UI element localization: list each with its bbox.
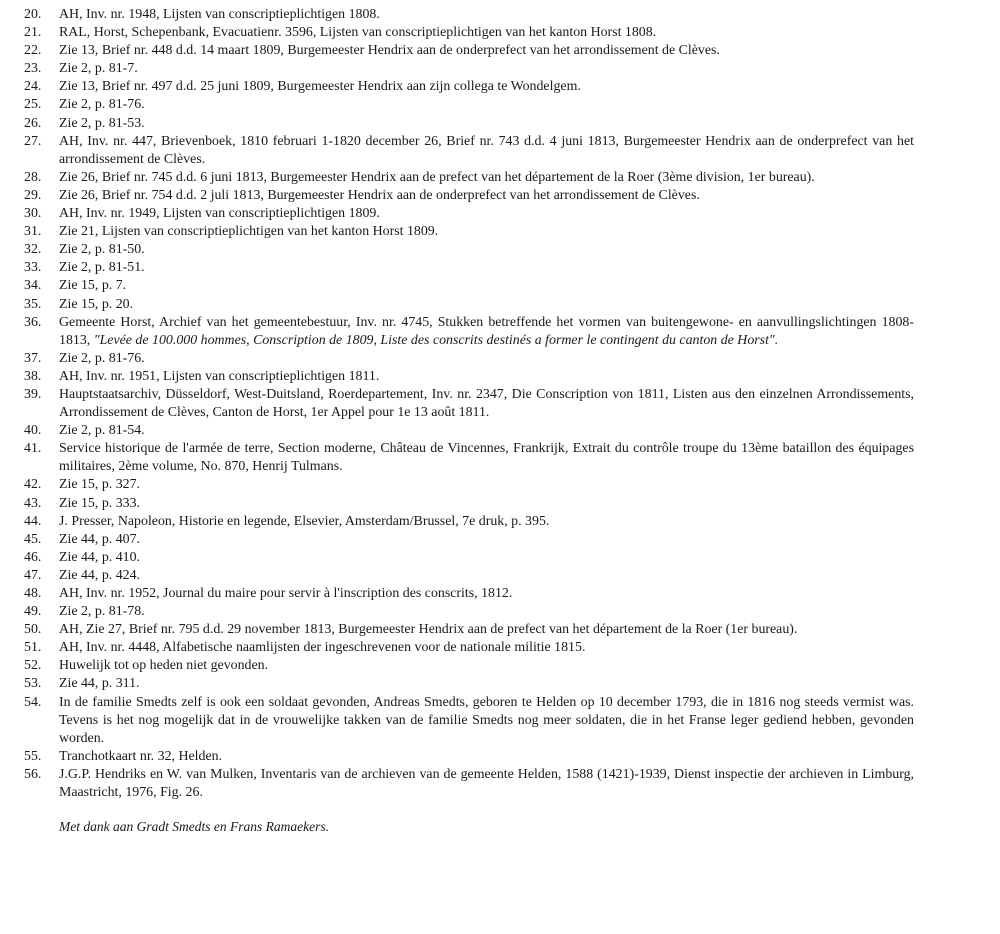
footnote-item: [24, 476, 914, 494]
footnote-text: [59, 748, 914, 766]
footnote-number: 43.: [24, 495, 42, 511]
footnote-text-main: AH, Inv. nr. 1952, Journal du maire pour servir à l'inscription des conscrits, 1812.: [59, 586, 513, 601]
footnote-number: 55.: [24, 748, 42, 764]
footnote-text: [59, 567, 914, 585]
footnote-number: 30.: [24, 206, 42, 222]
footnote-text-main: RAL, Horst, Schepenbank, Evacuatienr. 3596, Lijsten van conscriptieplichtigen van het kanton Horst 1808.: [59, 25, 657, 41]
footnote-number: 34.: [24, 278, 42, 294]
footnote-text-main: AH, Zie 27, Brief nr. 795 d.d. 29 november 1813, Burgemeester Hendrix aan de prefect van het département de la Roer (1er bureau).: [59, 622, 798, 638]
footnote-text: [59, 766, 914, 802]
footnote-text: [59, 314, 914, 350]
footnote-item: [24, 657, 914, 675]
footnote-text: [59, 187, 914, 205]
footnote-text: [59, 78, 914, 96]
footnote-item: [24, 259, 914, 277]
footnote-number: 26.: [24, 115, 42, 131]
footnote-number: 24.: [24, 79, 42, 95]
footnote-text-main: Zie 13, Brief nr. 448 d.d. 14 maart 1809, Burgemeester Hendrix aan de onderprefect van het arrondissement de Clèves.: [59, 43, 720, 59]
footnote-text: [59, 476, 914, 494]
footnote-text-main: J. Presser, Napoleon, Historie en legende, Elsevier, Amsterdam/Brussel, 7e druk, p. 395.: [59, 513, 550, 529]
footnote-item: [24, 386, 914, 422]
footnote-text: [59, 241, 914, 259]
footnote-text: [59, 694, 914, 748]
footnote-number: 48.: [24, 586, 42, 601]
footnote-number: 23.: [24, 61, 42, 77]
footnote-number: 25.: [24, 97, 42, 113]
footnote-text: [59, 675, 914, 693]
footnote-item: [24, 350, 914, 368]
footnote-number: 36.: [24, 314, 42, 330]
footnote-number: 22.: [24, 43, 42, 59]
footnote-item: [24, 96, 914, 114]
footnote-text: [59, 133, 914, 169]
footnote-number: 42.: [24, 477, 42, 493]
footnote-text: [59, 621, 914, 639]
footnote-item: [24, 531, 914, 549]
footnote-item: [24, 314, 914, 350]
footnote-item: [24, 748, 914, 766]
footnote-item: [24, 639, 914, 657]
footnote-number: 29.: [24, 187, 42, 203]
footnote-item: [24, 205, 914, 223]
footnote-text: [59, 60, 914, 78]
footnote-text: [59, 531, 914, 549]
acknowledgement: Met dank aan Gradt Smedts en Frans Ramaekers.: [59, 819, 329, 835]
footnote-text-main: In de familie Smedts zelf is ook een soldaat gevonden, Andreas Smedts, geboren te Helden op 10 december 1793, die in 1816 nog steeds vermist was. Tevens is het nog mogelijk dat in de vrouwelijke takken van de familie Smedts nog meer soldaten, die in het Franse leger gediend hebben, gevonden worden.: [59, 694, 914, 746]
footnote-text-main: Zie 15, p. 20.: [59, 296, 134, 312]
footnote-text-main: Zie 15, p. 333.: [59, 495, 141, 511]
footnote-text-main: Zie 2, p. 81-7.: [59, 61, 138, 77]
footnote-number: 44.: [24, 513, 42, 529]
footnote-text-main: Gemeente Horst, Archief van het gemeentebestuur, Inv. nr. 4745, Stukken betreffende het vormen van buitengewone- en aanvullingslichtingen 1808-1813,: [59, 314, 914, 348]
footnote-text-main: Zie 44, p. 410.: [59, 549, 141, 565]
footnote-number: 33.: [24, 260, 42, 276]
footnote-number: 53.: [24, 676, 42, 692]
footnote-item: [24, 513, 914, 531]
footnote-text-main: Zie 2, p. 81-53.: [59, 115, 145, 131]
footnote-text: [59, 96, 914, 114]
footnote-number: 20.: [24, 7, 42, 22]
footnote-item: [24, 495, 914, 513]
footnote-item: [24, 24, 914, 42]
footnote-item: [24, 133, 914, 169]
footnote-text: [59, 368, 914, 386]
footnote-text: [59, 386, 914, 422]
footnote-text-main: AH, Inv. nr. 1951, Lijsten van conscriptieplichtigen 1811.: [59, 368, 380, 384]
footnote-text-main: Zie 44, p. 424.: [59, 567, 141, 583]
footnote-number: 54.: [24, 694, 42, 710]
footnote-text-main: Service historique de l'armée de terre, Section moderne, Château de Vincennes, Frankrijk, Extrait du contrôle troupe du 13ème bataillon des équipages militaires, 2ème volume, No. 870, Henrij Tulmans.: [59, 441, 914, 475]
footnote-number: 45.: [24, 531, 42, 547]
footnote-text: [59, 639, 914, 657]
footnote-text-main: Zie 2, p. 81-76.: [59, 97, 145, 113]
footnote-item: [24, 567, 914, 585]
footnote-text-main: Zie 44, p. 311.: [59, 676, 140, 692]
footnote-text: [59, 42, 914, 60]
footnote-item: [24, 766, 914, 802]
footnote-item: [24, 42, 914, 60]
footnote-item: [24, 241, 914, 259]
footnote-text: [59, 422, 914, 440]
footnote-text-main: Zie 13, Brief nr. 497 d.d. 25 juni 1809, Burgemeester Hendrix aan zijn collega te Wondelgem.: [59, 79, 581, 95]
footnote-item: [24, 78, 914, 96]
footnote-text: [59, 169, 914, 187]
footnote-item: [24, 115, 914, 133]
footnote-item: [24, 223, 914, 241]
footnote-item: [24, 585, 914, 603]
footnote-item: [24, 60, 914, 78]
footnote-number: 27.: [24, 133, 42, 149]
footnote-number: 47.: [24, 567, 42, 583]
footnote-number: 28.: [24, 169, 42, 185]
footnote-item: [24, 296, 914, 314]
footnote-text-main: AH, Inv. nr. 4448, Alfabetische naamlijsten der ingeschrevenen voor de nationale militie 1815.: [59, 640, 586, 656]
footnote-text: [59, 205, 914, 223]
footnote-text: [59, 350, 914, 368]
footnote-number: 39.: [24, 386, 42, 402]
footnote-text: [59, 277, 914, 295]
footnote-text-main: Zie 26, Brief nr. 754 d.d. 2 juli 1813, Burgemeester Hendrix aan de onderprefect van het arrondissement de Clèves.: [59, 187, 700, 203]
footnote-text-main: Zie 2, p. 81-51.: [59, 260, 145, 276]
footnote-text: [59, 223, 914, 241]
footnote-number: 32.: [24, 242, 42, 258]
footnote-number: 49.: [24, 604, 42, 620]
footnote-text-main: AH, Inv. nr. 447, Brievenboek, 1810 februari 1-1820 december 26, Brief nr. 743 d.d. 4 juni 1813, Burgemeester Hendrix aan de onderprefect van het arrondissement de Clèves.: [59, 133, 914, 167]
footnote-number: 35.: [24, 296, 42, 312]
footnote-text: [59, 513, 914, 531]
footnote-text-main: Zie 15, p. 7.: [59, 278, 127, 294]
footnote-text: [59, 6, 914, 24]
footnote-text-main: Zie 2, p. 81-54.: [59, 423, 145, 439]
footnote-number: 40.: [24, 423, 42, 439]
footnote-number: 21.: [24, 25, 42, 41]
footnote-text-main: Huwelijk tot op heden niet gevonden.: [59, 658, 269, 674]
footnote-text: [59, 259, 914, 277]
footnote-text: [59, 296, 914, 314]
footnote-text: [59, 603, 914, 621]
footnote-item: [24, 169, 914, 187]
footnote-text: [59, 549, 914, 567]
footnote-item: [24, 603, 914, 621]
footnote-item: [24, 277, 914, 295]
footnote-item: [24, 675, 914, 693]
footnote-text: [59, 24, 914, 42]
footnote-item: [24, 187, 914, 205]
footnote-text-main: Zie 2, p. 81-78.: [59, 604, 145, 620]
footnote-number: 51.: [24, 640, 42, 656]
footnote-list: [24, 6, 914, 802]
footnote-text-main: Hauptstaatsarchiv, Düsseldorf, West-Duitsland, Roerdepartement, Inv. nr. 2347, Die Conscription von 1811, Listen aus den einzelnen Arrondissements, Arrondissement de Clèves, Canton de Horst, 1er Appel pour 1e 13 août 1811.: [59, 386, 914, 421]
footnote-number: 38.: [24, 368, 42, 384]
footnote-number: 41.: [24, 441, 42, 457]
footnote-text-main: Zie 2, p. 81-76.: [59, 350, 145, 366]
footnote-number: 52.: [24, 658, 42, 674]
footnote-text: [59, 115, 914, 133]
footnote-text-main: J.G.P. Hendriks en W. van Mulken, Inventaris van de archieven van de gemeente Helden, 1588 (1421)-1939, Dienst inspectie der archieven in Limburg, Maastricht, 1976, Fig. 26.: [59, 766, 914, 801]
footnote-item: [24, 6, 914, 24]
footnote-text-main: AH, Inv. nr. 1948, Lijsten van conscriptieplichtigen 1808.: [59, 7, 380, 22]
footnote-number: 46.: [24, 549, 42, 565]
footnote-number: 56.: [24, 766, 42, 782]
footnote-text-main: Zie 26, Brief nr. 745 d.d. 6 juni 1813, Burgemeester Hendrix aan de prefect van het département de la Roer (3ème division, 1er bureau).: [59, 169, 815, 185]
footnote-text: [59, 585, 914, 603]
footnote-item: [24, 549, 914, 567]
footnote-text: [59, 440, 914, 476]
footnotes-page: [24, 6, 914, 836]
footnote-item: [24, 440, 914, 476]
footnote-text-main: Zie 21, Lijsten van conscriptieplichtigen van het kanton Horst 1809.: [59, 224, 439, 240]
footnote-item: [24, 422, 914, 440]
footnote-item: [24, 621, 914, 639]
footnote-number: 50.: [24, 622, 42, 638]
footnote-item: [24, 694, 914, 748]
footnote-text-main: AH, Inv. nr. 1949, Lijsten van conscriptieplichtigen 1809.: [59, 206, 380, 222]
footnote-text-main: Zie 2, p. 81-50.: [59, 242, 145, 258]
footnote-text-main: Zie 44, p. 407.: [59, 531, 141, 547]
footnote-text-italic: "Levée de 100.000 hommes, Conscription de 1809, Liste des conscrits destinés a former le contingent du canton de Horst".: [93, 332, 779, 348]
footnote-text: [59, 495, 914, 513]
footnote-item: [24, 368, 914, 386]
footnote-number: 31.: [24, 224, 42, 240]
footnote-text-main: Zie 15, p. 327.: [59, 477, 141, 493]
footnote-text: [59, 657, 914, 675]
footnote-text-main: Tranchotkaart nr. 32, Helden.: [59, 748, 223, 764]
footnote-number: 37.: [24, 350, 42, 366]
